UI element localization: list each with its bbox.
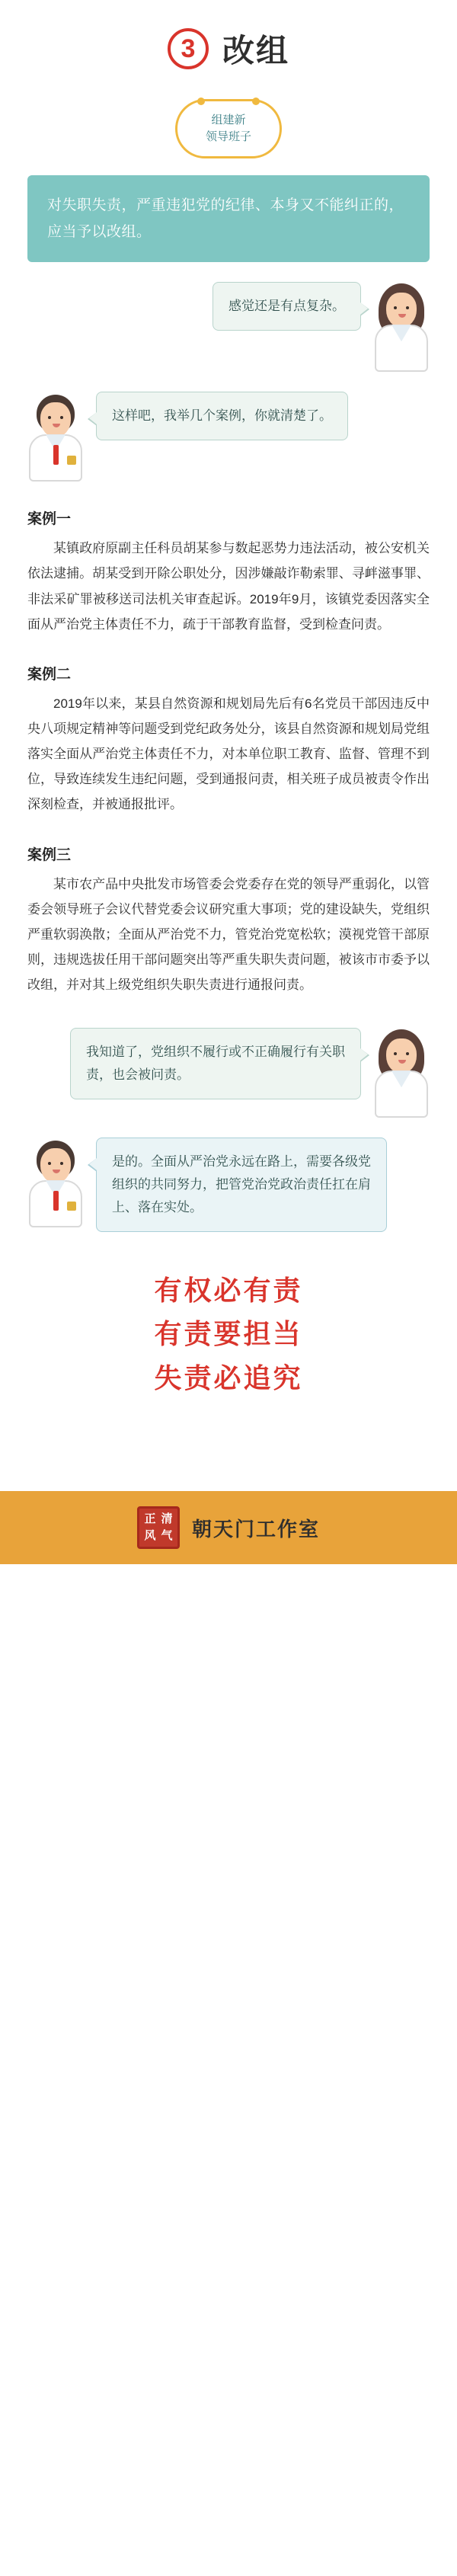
avatar-man-2 — [23, 1138, 88, 1227]
party-badge-icon — [67, 456, 76, 465]
tag-line-2: 领导班子 — [205, 130, 251, 143]
face-icon — [40, 402, 71, 437]
face-icon — [386, 1038, 417, 1074]
main-statement: 对失职失责，严重违犯党的纪律、本身又不能纠正的，应当予以改组。 — [27, 175, 430, 262]
seal-char-1: 正 — [144, 1512, 156, 1526]
slogan-line-2: 有责要担当 — [154, 1318, 303, 1350]
face-icon — [386, 293, 417, 328]
avatar-woman-2 — [369, 1028, 434, 1118]
tag-line-1: 组建新 — [211, 113, 246, 126]
section-number-badge: 3 — [168, 28, 209, 69]
case-title: 案例一 — [27, 511, 72, 528]
avatar-man-1 — [23, 392, 88, 482]
dialogue-row-1 — [23, 282, 434, 372]
footer-spacer — [0, 1400, 457, 1491]
dialogue-row-3 — [23, 1028, 434, 1118]
slogan-line-1: 有权必有责 — [154, 1274, 303, 1306]
case-body: 2019年以来，某县自然资源和规划局先后有6名党员干部因违反中央八项规定精神等问题受到党纪政务处分，该县自然资源和规划局党组落实全面从严治党主体责任不力，对本单位职工教育、监督、管理不到位，导致连续发生违纪问题，受到通报问责，相关班子成员被责令作出深刻检查，并被通报批评。 — [27, 696, 430, 812]
dialogue-row-2 — [23, 392, 434, 482]
case-2 — [27, 663, 430, 818]
tie-icon — [53, 445, 59, 465]
speech-bubble-1: 感觉还是有点复杂。 — [213, 282, 361, 331]
pin-right-icon — [252, 98, 260, 105]
case-title: 案例二 — [27, 666, 72, 683]
seal-char-4: 气 — [161, 1529, 173, 1543]
case-title: 案例三 — [27, 846, 72, 863]
tag-pill — [175, 99, 282, 158]
speech-bubble-4: 是的。全面从严治党永远在路上，需要各级党组织的共同努力，把管党治党政治责任扛在肩上、落在实处。 — [96, 1138, 387, 1231]
seal-char-3: 风 — [144, 1529, 156, 1543]
slogan-line-3: 失责必追究 — [154, 1362, 303, 1394]
seal-char-2: 清 — [161, 1512, 173, 1526]
speech-bubble-3: 我知道了，党组织不履行或不正确履行有关职责，也会被问责。 — [70, 1028, 361, 1099]
speech-bubble-2: 这样吧，我举几个案例，你就清楚了。 — [96, 392, 348, 440]
party-badge-icon — [67, 1202, 76, 1211]
dialogue-row-4 — [23, 1138, 434, 1231]
footer-studio-name: 朝天门工作室 — [191, 1517, 320, 1541]
tie-icon — [53, 1191, 59, 1211]
seal-icon — [137, 1506, 180, 1549]
slogan-block — [0, 1269, 457, 1400]
case-body: 某镇政府原副主任科员胡某参与数起恶势力违法活动，被公安机关依法逮捕。胡某受到开除公职处分，因涉嫌敲诈勒索罪、寻衅滋事罪、非法采矿罪被移送司法机关审查起诉。2019年9月，该镇党委因落实全面从严治党主体责任不力，疏于干部教育监督，受到检查问责。 — [27, 541, 430, 632]
tag-container — [0, 99, 457, 158]
page-footer — [0, 1491, 457, 1564]
case-1 — [27, 507, 430, 637]
case-body: 某市农产品中央批发市场管委会党委存在党的领导严重弱化，以管委会领导班子会议代替党委会议研究重大事项；党的建设缺失，党组织严重软弱涣散；全面从严治党不力，管党治党宽松软；漠视党管干部原则，违规选拔任用干部问题突出等严重失职失责问题，被该市市委予以改组，并对其上级党组织失职失责进行通报问责。 — [27, 876, 430, 993]
page-title: 改组 — [222, 33, 289, 69]
case-3 — [27, 843, 430, 998]
face-icon — [40, 1148, 71, 1183]
page-header — [0, 0, 457, 79]
pin-left-icon — [197, 98, 205, 105]
avatar-woman-1 — [369, 282, 434, 372]
